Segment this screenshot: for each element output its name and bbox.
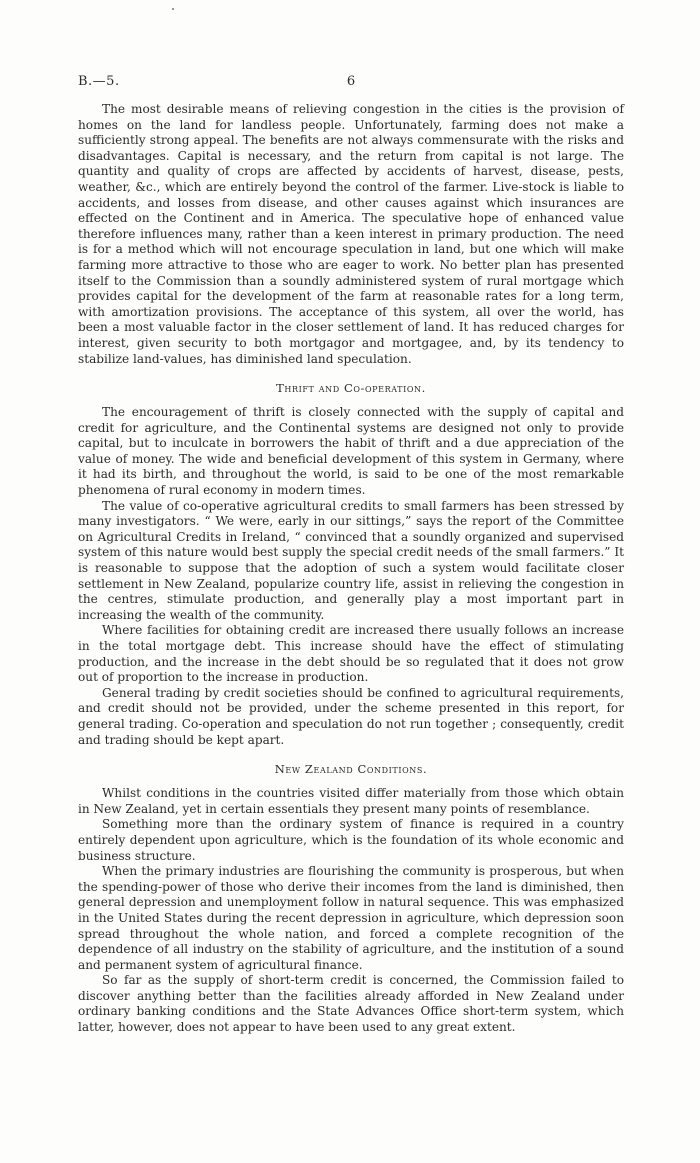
thrift-paragraph-2: The value of co-operative agricultural credits to small farmers has been stressed by many investigators. “ We were, early in our sittings,” says the report of the Committee on Agricultural Credits in Ireland, “ convinced that a soundly organized and supervised system of this nature would best supply the special credit needs of the small farmers.” It is reasonable to suppose that the adoption of such a system would facilitate closer settlement in New Zealand, popularize country life, assist in relieving the congestion in the centres, stimulate production, and generally play a most important part in increasing the wealth of the community. <box>78 498 624 622</box>
page-header <box>78 62 624 89</box>
scan-speck <box>172 8 174 10</box>
document-page <box>78 62 624 1036</box>
nz-paragraph-1: Whilst conditions in the countries visited differ materially from those which obtain in New Zealand, yet in certain essentials they present many points of resemblance. <box>78 786 624 816</box>
nz-paragraph-2: Something more than the ordinary system of finance is required in a country entirely dependent upon agriculture, which is the foundation of its whole economic and business structure. <box>78 817 624 863</box>
page-number: 6 <box>346 74 356 89</box>
thrift-paragraph-4: General trading by credit societies should be confined to agricultural requirements, and credit should not be provided, under the scheme presented in this report, for general trading. Co-operation and speculation do not run together ; consequently, credit and trading should be kept apart. <box>78 685 624 747</box>
thrift-paragraph-1: The encouragement of thrift is closely connected with the supply of capital and credit for agriculture, and the Continental systems are designed not only to provide capital, but to inculcate in borrowers the habit of thrift and a due appreciation of the value of money. The wide and beneficial development of this system in Germany, where it had its birth, and throughout the world, is said to be one of the most remarkable phenomena of rural economy in modern times. <box>78 405 624 498</box>
document-reference: B.—5. <box>78 74 120 89</box>
section-heading-thrift: Thrift and Co-operation. <box>276 381 426 396</box>
thrift-paragraph-3: Where facilities for obtaining credit are increased there usually follows an increase in the total mortgage debt. This increase should have the effect of stimulating production, and the increase in the debt should be so regulated that it does not grow out of proportion to the increase in production. <box>78 623 624 685</box>
nz-paragraph-3: When the primary industries are flourishing the community is prosperous, but when the spending-power of those who derive their incomes from the land is diminished, then general depression and unemployment follow in natural sequence. This was emphasized in the United States during the recent depression in agriculture, which depression soon spread throughout the whole nation, and forced a complete recognition of the dependence of all industry on the stability of agriculture, and the institution of a sound and permanent system of agricultural finance. <box>78 864 624 972</box>
nz-paragraph-4: So far as the supply of short-term credit is concerned, the Commission failed to discover anything better than the facilities already afforded in New Zealand under ordinary banking conditions and the State Advances Office short-term system, which latter, however, does not appear to have been used to any great extent. <box>78 973 624 1035</box>
intro-paragraph: The most desirable means of relieving congestion in the cities is the provision of homes on the land for landless people. Unfortunately, farming does not make a sufficiently strong appeal. The benefits are not always commensurate with the risks and disadvantages. Capital is necessary, and the return from capital is not large. The quantity and quality of crops are affected by accidents of harvest, disease, pests, weather, &c., which are entirely beyond the control of the farmer. Live-stock is liable to accidents, and losses from disease, and other causes against which insurances are effected on the Continent and in America. The speculative hope of enhanced value therefore influences many, rather than a keen interest in primary production. The need is for a method which will not encourage speculation in land, but one which will make farming more attractive to those who are eager to work. No better plan has presented itself to the Commission than a soundly administered system of rural mortgage which provides capital for the development of the farm at reasonable rates for a long term, with amortization provisions. The acceptance of this system, all over the world, has been a most valuable factor in the closer settlement of land. It has reduced charges for interest, given security to both mortgagor and mortgagee, and, by its tendency to stabilize land-values, has diminished land speculation. <box>78 102 624 366</box>
section-heading-nz: New Zealand Conditions. <box>274 762 428 777</box>
